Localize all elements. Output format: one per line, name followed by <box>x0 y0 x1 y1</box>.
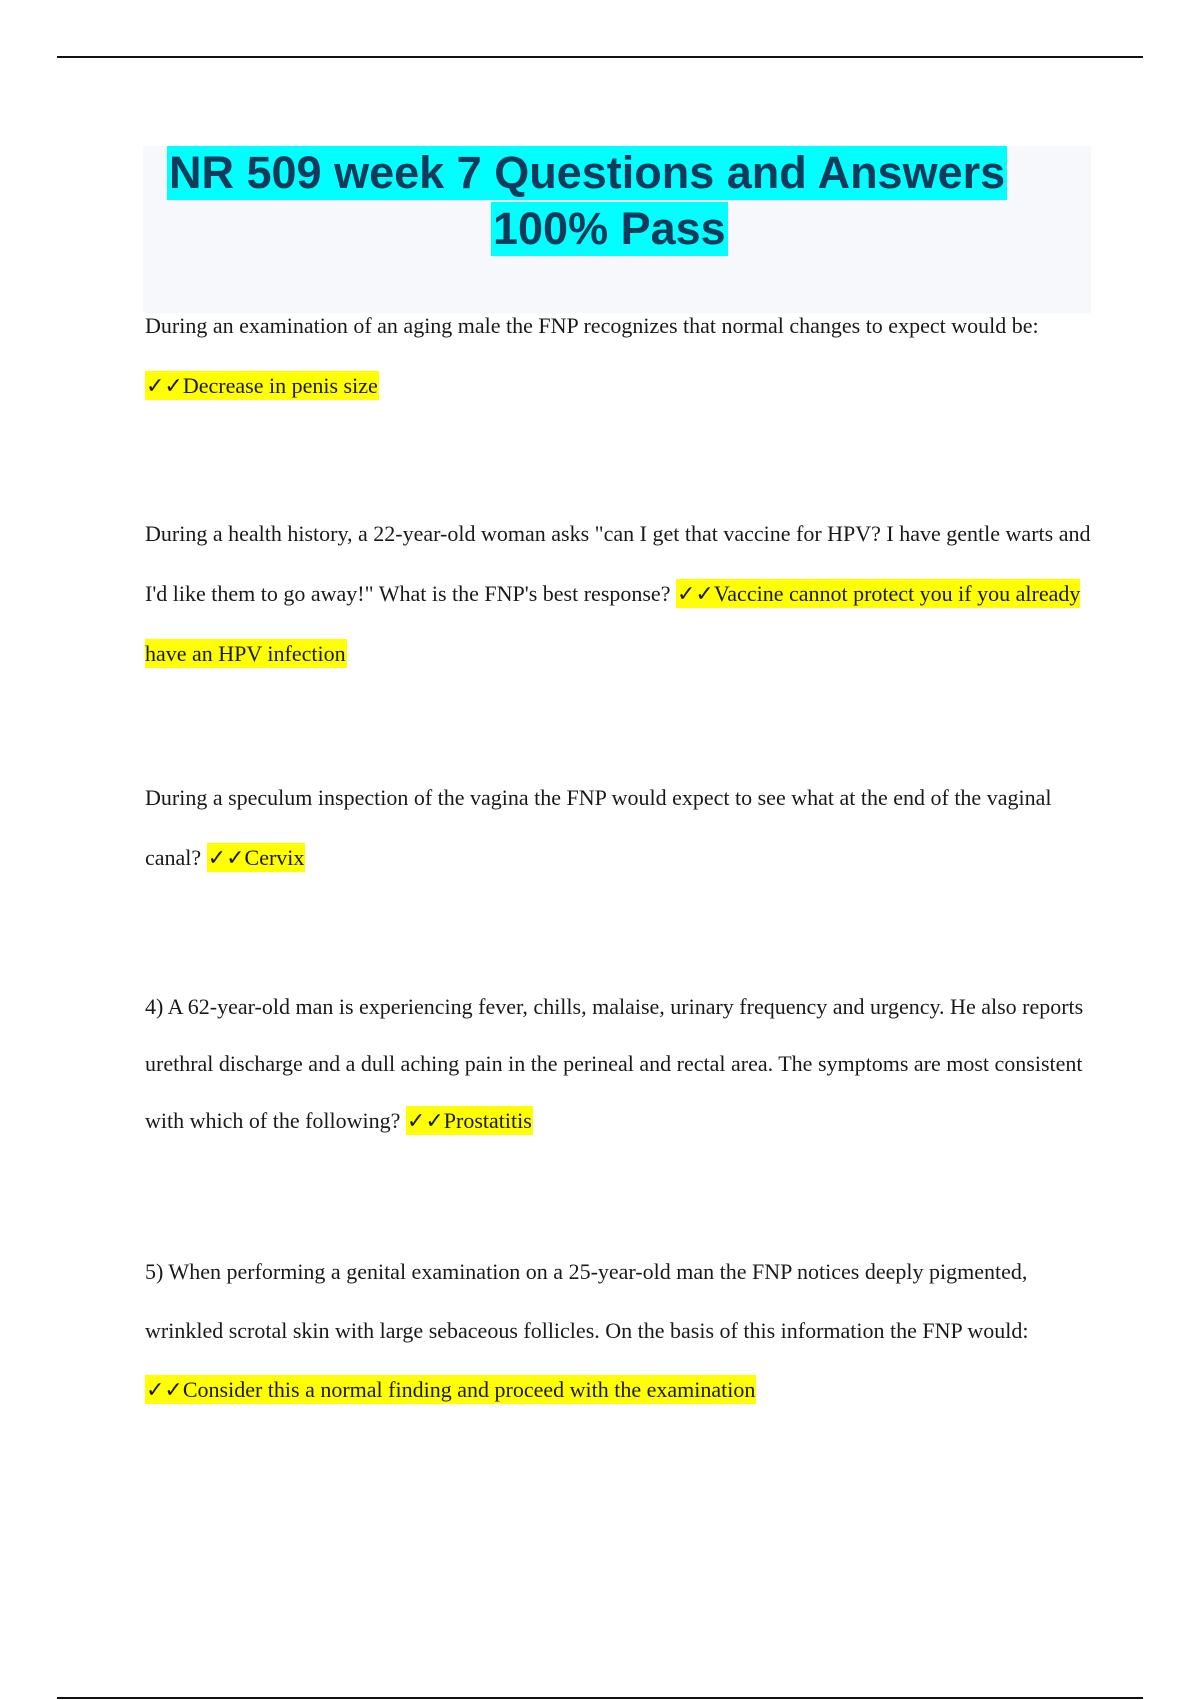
question-text: 4) A 62-year-old man is experiencing fever, chills, malaise, urinary frequency and urgency. He also reports urethral discharge and a dull aching pain in the perineal and rectal area. The symptoms are most consistent with which of the following? <box>145 994 1084 1133</box>
answer-text: ✓✓Cervix <box>207 845 305 870</box>
qa-item <box>145 296 1095 416</box>
question-text: During an examination of an aging male the FNP recognizes that normal changes to expect would be: <box>145 313 1039 338</box>
answer-text: ✓✓Vaccine cannot protect you if you already have an HPV infection <box>145 581 1081 666</box>
qa-paragraph <box>145 978 1095 1149</box>
answer-text: ✓✓Prostatitis <box>406 1108 532 1133</box>
qa-item <box>145 768 1095 888</box>
question-text: During a speculum inspection of the vagina the FNP would expect to see what at the end of the vaginal canal? <box>145 785 1052 870</box>
qa-paragraph <box>145 1242 1095 1419</box>
footer-rule <box>57 1697 1143 1699</box>
answer-text: ✓✓Decrease in penis size <box>146 373 378 398</box>
qa-item <box>145 978 1095 1149</box>
qa-paragraph <box>145 296 1095 416</box>
title-block <box>143 146 1091 313</box>
qa-paragraph <box>145 768 1095 888</box>
question-text: During a health history, a 22-year-old woman asks "can I get that vaccine for HPV? I have gentle warts and I'd like them to go away!" What is the FNP's best response? <box>145 521 1091 606</box>
answer-text: ✓✓Consider this a normal finding and proceed with the examination <box>146 1377 756 1402</box>
qa-item <box>145 1242 1095 1419</box>
qa-item <box>145 504 1095 684</box>
qa-paragraph <box>145 504 1095 684</box>
question-text: 5) When performing a genital examination on a 25-year-old man the FNP notices deeply pigmented, wrinkled scrotal skin with large sebaceous follicles. On the basis of this information the FNP would: <box>145 1259 1029 1343</box>
document-title-line-2: 100% Pass <box>493 203 726 254</box>
header-rule <box>57 56 1143 58</box>
document-title-line-1: NR 509 week 7 Questions and Answers <box>169 147 1006 198</box>
